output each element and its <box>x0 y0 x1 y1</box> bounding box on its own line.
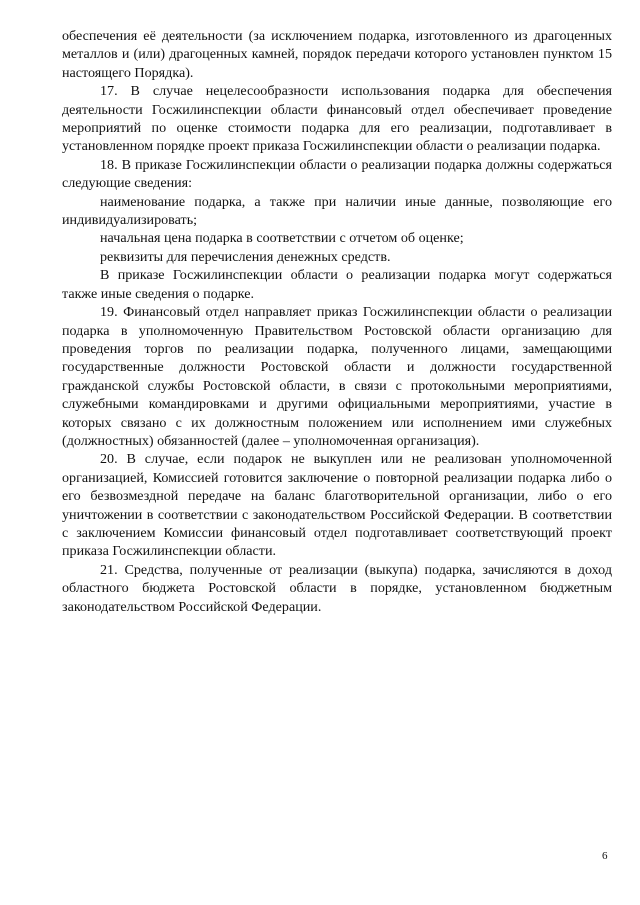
document-body <box>62 27 612 616</box>
list-item-name: наименование подарка, а также при наличии иные данные, позволяющие его индивидуализировать; <box>62 193 612 229</box>
list-item-price: начальная цена подарка в соответствии с отчетом об оценке; <box>100 230 464 247</box>
paragraph-continuation: обеспечения её деятельности (за исключением подарка, изготовленного из драгоценных металлов и (или) драгоценных камней, порядок передачи которого установлен пунктом 15 настоящего Порядка). <box>62 28 612 81</box>
paragraph-18-extra: В приказе Госжилинспекции области о реализации подарка могут содержаться также иные сведения о подарке. <box>62 267 612 302</box>
paragraph-19: 19. Финансовый отдел направляет приказ Госжилинспекции области о реализации подарка в уполномоченную Правительством Ростовской области организацию для проведения торгов по реализации подарка, полученного лицами, замещающими государственные должности Ростовской области и должности государственной гражданской службы Ростовской области, в связи с протокольными мероприятиями, служебными командировками и другими официальными мероприятиями, участие в которых связано с их должностным положением или исполнением ими служебных (должностных) обязанностей (далее – уполномоченная организация). <box>62 304 612 449</box>
page-number: 6 <box>602 850 608 862</box>
paragraph-18: 18. В приказе Госжилинспекции области о реализации подарка должны содержаться следующие сведения: <box>62 156 612 192</box>
list-item-requisites: реквизиты для перечисления денежных средств. <box>100 248 391 265</box>
paragraph-20: 20. В случае, если подарок не выкуплен или не реализован уполномоченной организацией, Комиссией готовится заключение о повторной реализации подарка либо о его безвозмездной передаче на баланс благотворительной организации, либо о его уничтожении в соответствии с законодательством Российской Федерации. В соответствии с заключением Комиссии финансовый отдел подготавливает соответствующий проект приказа Госжилинспекции области. <box>62 451 612 560</box>
paragraph-21: 21. Средства, полученные от реализации (выкупа) подарка, зачисляются в доход областного бюджета Ростовской области в порядке, установленном бюджетным законодательством Российской Федерации. <box>62 561 612 615</box>
paragraph-17: 17. В случае нецелесообразности использования подарка для обеспечения деятельности Госжилинспекции области финансовый отдел обеспечивает проведение мероприятий по оценке стоимости подарка для его реализации, подготавливает в установленном порядке проект приказа Госжилинспекции области о реализации подарка. <box>62 83 612 155</box>
